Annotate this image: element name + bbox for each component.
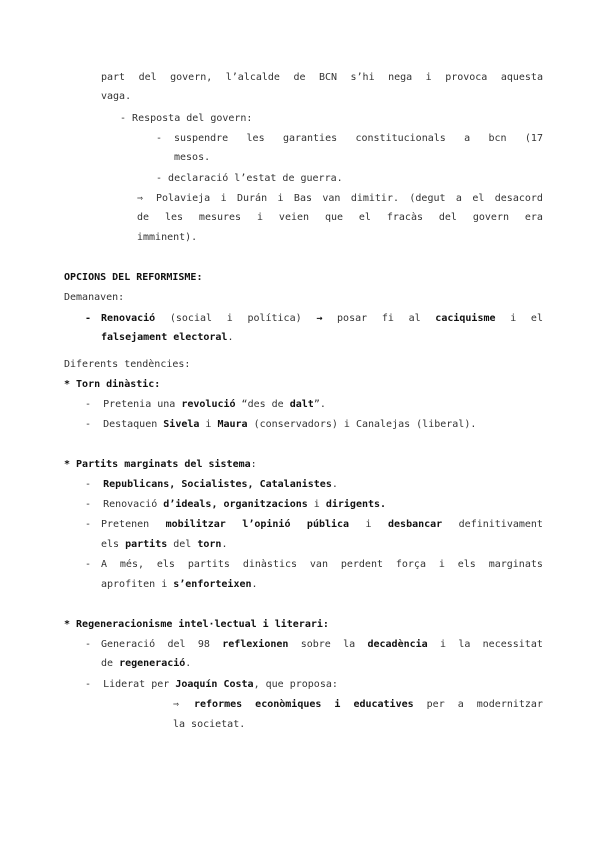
list-item-line <box>101 518 543 532</box>
bold-term: Renovació <box>101 313 156 324</box>
word: marginats <box>488 559 543 570</box>
bold-term: s’enforteixen <box>173 579 252 590</box>
word: la <box>458 639 471 650</box>
word: posar <box>337 313 368 324</box>
bold-term: caciquisme <box>435 313 496 324</box>
word: suspendre <box>174 133 229 144</box>
word: Pretenen <box>101 519 150 530</box>
list-item-line <box>101 578 258 592</box>
paragraph-line: Diferents tendències: <box>64 359 191 370</box>
word: bcn <box>488 133 507 144</box>
text: i <box>307 499 326 510</box>
word: dimitir. <box>350 193 399 204</box>
word: i <box>439 639 447 650</box>
word: a <box>464 133 471 144</box>
word: garanties <box>282 133 338 144</box>
word: més, <box>119 559 144 570</box>
text: de <box>101 658 120 669</box>
list-item: - Liderat per Joaquín Costa, que proposa: <box>85 679 338 690</box>
section-heading: OPCIONS DEL REFORMISME: <box>64 272 203 283</box>
list-item-line: mesos. <box>174 152 211 163</box>
list-item: - Renovació d’ideals, organitzacions i dirigents. <box>85 499 387 510</box>
bold-term: torn <box>197 539 222 550</box>
punct: . <box>251 579 258 590</box>
bold-term: Republicans, Socialistes, Catalanistes <box>103 479 332 490</box>
bold-term: falsejament electoral <box>101 332 228 343</box>
word: (degut <box>409 193 446 204</box>
bold-term: revolució <box>181 399 236 410</box>
subsection-heading: * Torn dinàstic: <box>64 379 161 390</box>
list-item-line: la societat. <box>173 719 246 730</box>
bullet-dash: - <box>85 559 92 570</box>
word: Generació <box>101 639 156 650</box>
subsection-heading: * Regeneracionisme intel·lectual i literari: <box>64 619 329 630</box>
word: era <box>524 212 543 223</box>
word: necessitat <box>482 639 543 650</box>
bullet-dash: - <box>85 313 92 324</box>
word: al <box>408 313 421 324</box>
list-item-line <box>101 312 543 326</box>
bold-term: pública <box>306 519 350 530</box>
word: de <box>137 212 150 223</box>
text: Liderat per <box>103 679 176 690</box>
word: fi <box>381 313 394 324</box>
word: per <box>426 699 445 710</box>
text: del <box>167 539 198 550</box>
text: Destaquen <box>103 419 164 430</box>
text: (conservadors) i Canalejas (liberal). <box>247 419 477 430</box>
word: a <box>457 699 464 710</box>
text: aprofiten i <box>101 579 174 590</box>
word: provoca <box>445 72 488 83</box>
arrow-icon: ⇒ <box>137 193 144 204</box>
list-item-line <box>101 331 233 345</box>
word: política) <box>247 313 302 324</box>
arrow-icon: ⇒ <box>173 699 180 710</box>
word: constitucionals <box>355 133 446 144</box>
bold-term: i <box>334 699 341 710</box>
bullet-dash: - <box>85 639 92 650</box>
bold-term: Maura <box>217 419 248 430</box>
word: el <box>472 193 485 204</box>
word: i <box>425 72 432 83</box>
word: els <box>156 559 175 570</box>
word: definitivament <box>458 519 543 530</box>
word: (social <box>169 313 213 324</box>
word: fracàs <box>386 212 423 223</box>
word: veien <box>278 212 310 223</box>
list-item-text: Resposta del govern: <box>132 113 253 124</box>
bold-term: decadència <box>367 639 428 650</box>
word: Bas <box>293 193 312 204</box>
list-item-line <box>174 132 543 146</box>
word: de <box>293 72 306 83</box>
word: el <box>530 313 543 324</box>
bold-term: l’opinió <box>242 519 291 530</box>
text: i <box>199 419 218 430</box>
word: BCN <box>318 72 338 83</box>
word: Durán <box>237 193 268 204</box>
punct: . <box>331 479 338 490</box>
word: aquesta <box>500 72 543 83</box>
word: que <box>324 212 343 223</box>
word: i <box>220 193 227 204</box>
word: i <box>510 313 517 324</box>
punct: . <box>221 539 228 550</box>
bold-term: reflexionen <box>222 639 289 650</box>
word: a <box>455 193 462 204</box>
word: van <box>322 193 341 204</box>
word: i <box>365 519 372 530</box>
word: perdent <box>340 559 383 570</box>
word: del <box>167 639 186 650</box>
list-item: - Resposta del govern: <box>120 113 253 124</box>
word: A <box>101 559 108 570</box>
word: les <box>164 212 184 223</box>
word: nega <box>388 72 413 83</box>
word: i <box>438 559 445 570</box>
text: Renovació <box>103 499 164 510</box>
text: Pretenia una <box>103 399 182 410</box>
bold-term: econòmiques <box>255 699 322 710</box>
word: modernitzar <box>476 699 543 710</box>
bullet-dash: - <box>85 519 92 530</box>
word: del <box>438 212 457 223</box>
list-item-line <box>101 657 191 671</box>
paragraph-line <box>156 192 543 206</box>
list-item-line <box>101 638 543 652</box>
bold-term: mobilitzar <box>165 519 226 530</box>
word: la <box>343 639 356 650</box>
bold-term: Sivela <box>163 419 200 430</box>
paragraph-line: imminent). <box>137 232 198 243</box>
word: dinàstics <box>242 559 298 570</box>
text: “des de <box>235 399 290 410</box>
word: partits <box>187 559 230 570</box>
word: desacord <box>494 193 543 204</box>
list-item-line <box>101 538 227 552</box>
paragraph-line: vaga. <box>101 91 132 102</box>
word: govern <box>472 212 509 223</box>
paragraph-line: Demanaven: <box>64 292 125 303</box>
word: mesures <box>198 212 242 223</box>
list-item-line <box>194 698 543 712</box>
bold-term: educatives <box>353 699 414 710</box>
word: govern, <box>170 72 213 83</box>
word: el <box>358 212 371 223</box>
bold-term: partits <box>125 539 168 550</box>
word: Polavieja <box>156 193 211 204</box>
list-item-text: declaració l’estat de guerra. <box>168 173 343 184</box>
word: van <box>309 559 328 570</box>
list-item: - Pretenia una revolució “des de dalt”. <box>85 399 326 410</box>
list-item: - Destaquen Sivela i Maura (conservadors) i Canalejas (liberal). <box>85 419 477 430</box>
bold-term: regeneració <box>119 658 186 669</box>
word: 98 <box>197 639 210 650</box>
bold-term: reformes <box>194 699 243 710</box>
paragraph-line <box>101 71 543 85</box>
text: ”. <box>313 399 326 410</box>
bold-term: Joaquín Costa <box>175 679 254 690</box>
bullet-dash: - <box>156 133 163 144</box>
punct: . <box>185 658 192 669</box>
word: del <box>138 72 157 83</box>
subsection-heading <box>64 458 257 472</box>
word: força <box>395 559 426 570</box>
bold-term: d’ideals, organitzacions <box>163 499 308 510</box>
word: s’hi <box>350 72 375 83</box>
bold-term: dalt <box>289 399 314 410</box>
text: , que proposa: <box>253 679 338 690</box>
word: part <box>101 72 126 83</box>
arrow-icon: → <box>316 313 323 324</box>
bold-term: desbancar <box>388 519 443 530</box>
heading-text: * Partits marginats del sistema <box>64 459 251 470</box>
list-item: - declaració l’estat de guerra. <box>156 173 343 184</box>
list-item-line <box>101 558 543 572</box>
word: i <box>226 313 233 324</box>
word: i <box>277 193 284 204</box>
word: l’alcalde <box>225 72 280 83</box>
word: els <box>457 559 476 570</box>
bold-term: dirigents. <box>325 499 387 510</box>
word: sobre <box>300 639 331 650</box>
paragraph-line <box>137 211 543 225</box>
punct: . <box>227 332 234 343</box>
punct: : <box>250 459 257 470</box>
word: les <box>246 133 265 144</box>
text: els <box>101 539 126 550</box>
word: (17 <box>524 133 543 144</box>
word: i <box>256 212 264 223</box>
list-item: - Republicans, Socialistes, Catalanistes. <box>85 479 338 490</box>
